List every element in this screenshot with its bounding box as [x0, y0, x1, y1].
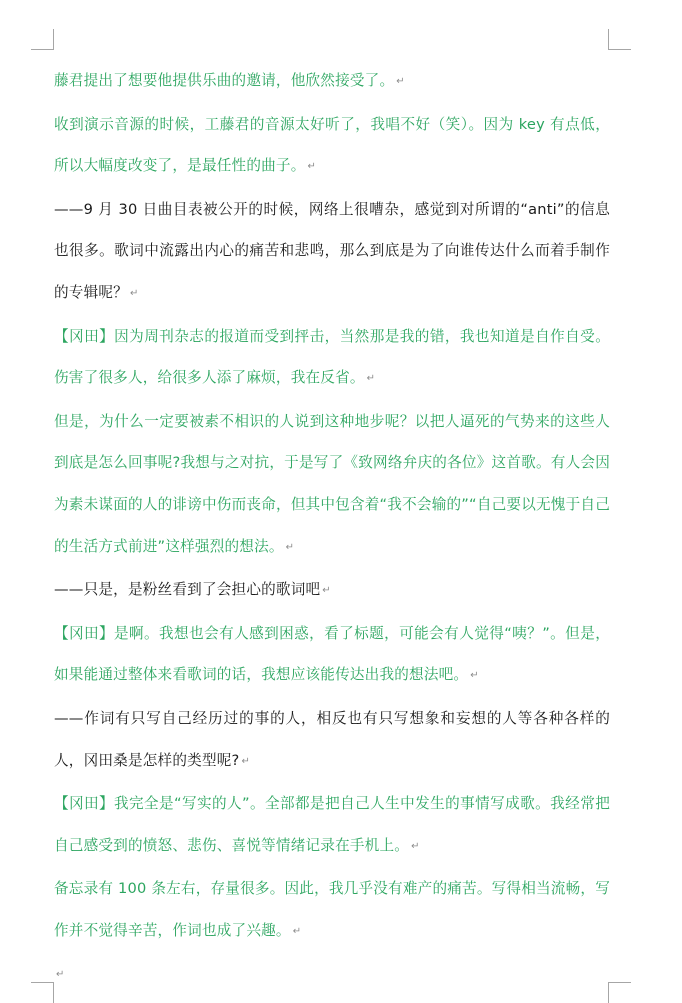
- paragraph-text: ——作词有只写自己经历过的事的人，相反也有只写想象和妄想的人等各种各样的人，冈田桑是怎样的类型呢?: [54, 709, 610, 769]
- crop-mark-bottom-right: [608, 982, 631, 1003]
- paragraph-text: 但是，为什么一定要被素不相识的人说到这种地步呢？以把人逼死的气势来的这些人到底是怎么回事呢?我想与之对抗，于是写了《致网络弁庆的各位》这首歌。有人会因为素未谋面的人的诽谤中伤而丧命，但其中包含着“我不会输的”“自己要以无愧于自己的生活方式前进”这样强烈的想法。: [54, 412, 610, 555]
- paragraph-mark-icon: ↵: [366, 373, 376, 385]
- paragraph: [54, 60, 610, 104]
- document-body[interactable]: [54, 60, 610, 995]
- crop-mark-top-left: [31, 29, 54, 50]
- paragraph-text: ——只是，是粉丝看到了会担心的歌词吧: [54, 581, 321, 599]
- paragraph: [54, 316, 610, 401]
- paragraph-mark-icon: ↵: [285, 541, 295, 553]
- paragraph-text: 【冈田】是啊。我想也会有人感到困惑，看了标题，可能会有人觉得“咦？”。但是，如果能通过整体来看歌词的话，我想应该能传达出我的想法吧。: [54, 624, 610, 684]
- paragraph-text: ——9 月 30 日曲目表被公开的时候，网络上很嘈杂，感觉到对所谓的“anti”的信息也很多。歌词中流露出内心的痛苦和悲鸣，那么到底是为了向谁传达什么而着手制作的专辑呢？: [54, 200, 610, 301]
- paragraph-mark-icon: ↵: [307, 161, 317, 173]
- paragraph: [54, 569, 610, 613]
- paragraph: [54, 868, 610, 953]
- paragraph-text: 备忘录有 100 条左右，存量很多。因此，我几乎没有难产的痛苦。写得相当流畅，写作并不觉得辛苦，作词也成了兴趣。: [54, 880, 610, 939]
- paragraph-mark-icon: ↵: [292, 925, 302, 937]
- paragraph: [54, 783, 610, 868]
- paragraph-text: 收到演示音源的时候，工藤君的音源太好听了，我唱不好（笑）。因为 key 有点低，所以大幅度改变了，是最任性的曲子。: [54, 115, 610, 175]
- paragraph: [54, 401, 610, 569]
- paragraph: [54, 698, 610, 783]
- paragraph-mark-icon: ↵: [322, 585, 331, 597]
- paragraph-mark-icon: ↵: [56, 969, 65, 981]
- paragraph: [54, 613, 610, 698]
- paragraph-mark-icon: ↵: [470, 670, 479, 682]
- paragraph-mark-icon: ↵: [241, 755, 251, 767]
- paragraph-text: 藤君提出了想要他提供乐曲的邀请，他欣然接受了。: [54, 72, 395, 89]
- paragraph-text: 【冈田】我完全是“写实的人”。全部都是把自己人生中发生的事情写成歌。我经常把自己感受到的愤怒、悲伤、喜悦等情绪记录在手机上。: [54, 795, 610, 854]
- empty-paragraph: [54, 953, 610, 995]
- paragraph: [54, 189, 610, 316]
- crop-mark-bottom-left: [31, 982, 54, 1003]
- paragraph-mark-icon: ↵: [396, 76, 405, 87]
- paragraph-mark-icon: ↵: [129, 287, 139, 299]
- paragraph-mark-icon: ↵: [411, 840, 420, 852]
- crop-mark-top-right: [608, 29, 631, 50]
- paragraph-text: 【冈田】因为周刊杂志的报道而受到抨击，当然那是我的错，我也知道是自作自受。伤害了很多人，给很多人添了麻烦，我在反省。: [54, 327, 610, 387]
- paragraph: [54, 104, 610, 189]
